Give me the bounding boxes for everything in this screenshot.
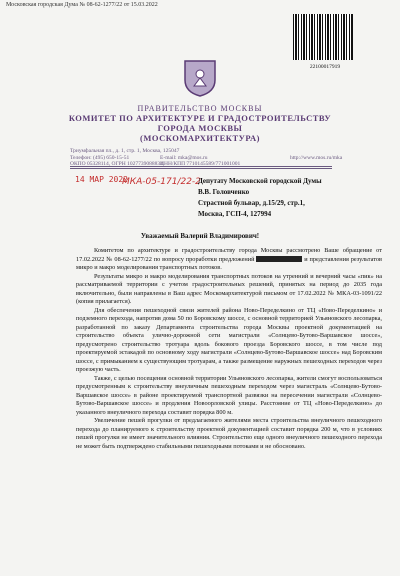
addressee-street: Страстной бульвар, д.15/29, стр.1, [198,199,305,207]
org-committee: КОМИТЕТ ПО АРХИТЕКТУРЕ И ГРАДОСТРОИТЕЛЬСТВУ [68,113,332,123]
addressee-title: Депутату Московской городской Думы [198,177,322,185]
registration-number: МКА-05-171/22-2 [122,177,201,187]
paragraph-2: Результаты микро и макро моделирования транспортных потоков на утренний и вечерний часы «пик» на рассматриваемой территории с учетом градостроительных решений, принятых на период до 2035 года включительно, были направлены в Ваш адрес Москомархитектурой письмом от 17.02.2022 № МКА-03-1091/22 (копия прилагается). [76,272,382,305]
org-okpo: ОКПО 05328114, ОГРН 1027739088834, [70,161,165,167]
paragraph-4: Также, с целью посещения основной территории Ульяновского лесопарка, жители смогут воспользоваться предусмотренным к строительству внеуличным пешеходным переходом через магистраль «Солнцево-Бутово-Варшавское шоссе» в районе проектируемой транспортной развязки на пересечении магистрали «Солнцево-Бутово-Варшавское шоссе» и продления Новоорловской улицы. Расстояние от ТЦ «Ново-Переделкино» до указанного внеуличного перехода составит порядка 800 м. [76,374,382,416]
barcode [293,14,353,60]
org-address: Триумфальная пл., д. 1, стр. 1, Москва, 125047 [70,148,180,154]
org-short-name: (МОСКОМАРХИТЕКТУРА) [140,133,260,143]
org-email: E-mail: mka@mos.ru [160,155,208,161]
addressee-city: Москва, ГСП-4, 127994 [198,210,272,218]
paragraph-3: Для обеспечения пешеходной связи жителей района Ново-Переделкино от ТЦ «Ново-Переделкино» и подземного перехода, напротив дома 50 по Боровскому шоссе, с основной территорией Ульяновского лесопарка, разработанной по заказу Департамента строительства города Москвы проектной документацией на строительство объекта улично-дорожной сети магистрали «Солнцево-Бутово-Варшавское шоссе», предусмотрено строительство тротуара вдоль бокового проезда Боровского шоссе, в том числе под проектируемой эстакадой по основному ходу магистрали «Солнцево-Бутово-Варшавское шоссе» над Боровским шоссе, с примыканием к существующим тротуарам, а также размещение наружных пешеходных переходов через проезжую часть. [76,306,382,373]
paragraph-1: Комитетом по архитектуре и градостроительству города Москвы рассмотрено Ваше обращение от 17.02.2022 № 08-62-1277/22 по вопросу проработки предложений и представления результатов микро и макро моделирования транспортных потоков. [76,247,382,271]
document-header-note: Московская городская Дума № 08-62-1277/22 от 15.03.2022 [6,2,158,8]
org-inn: ИНН/КПП 7710145589/771001001 [160,161,241,167]
org-government: ПРАВИТЕЛЬСТВО МОСКВЫ [137,104,263,113]
addressee-name: В.В. Головченко [198,188,250,196]
paragraph-5: Увеличение пешей прогулки от предлагаемого жителями места строительства внеуличного пешеходного перехода до планируемого к строительству проектной документацией составит порядка 200 м, что в условиях пешей прогулки не имеет значительного влияния. Строительство еще одного внеуличного пешеходного перехода не может быть подтверждено стабильными пешеходными потоками и не обосновано. [76,417,382,450]
registration-date-stamp: 14 МАР 2022 [75,175,128,184]
moscow-coat-of-arms-icon [182,58,218,98]
redaction-block [256,256,302,262]
header-divider [70,166,332,167]
header-divider-second [70,168,332,169]
letter-body [76,247,382,451]
org-website: http://www.mos.ru/mka [290,155,343,161]
org-city: ГОРОДА МОСКВЫ [157,123,243,133]
letter-greeting: Уважаемый Валерий Владимирович! [140,232,260,240]
addressee-block [198,176,322,220]
org-phone: Телефон: (495) 650-15-51 [70,155,130,161]
barcode-number: 22100017919 [309,64,341,70]
